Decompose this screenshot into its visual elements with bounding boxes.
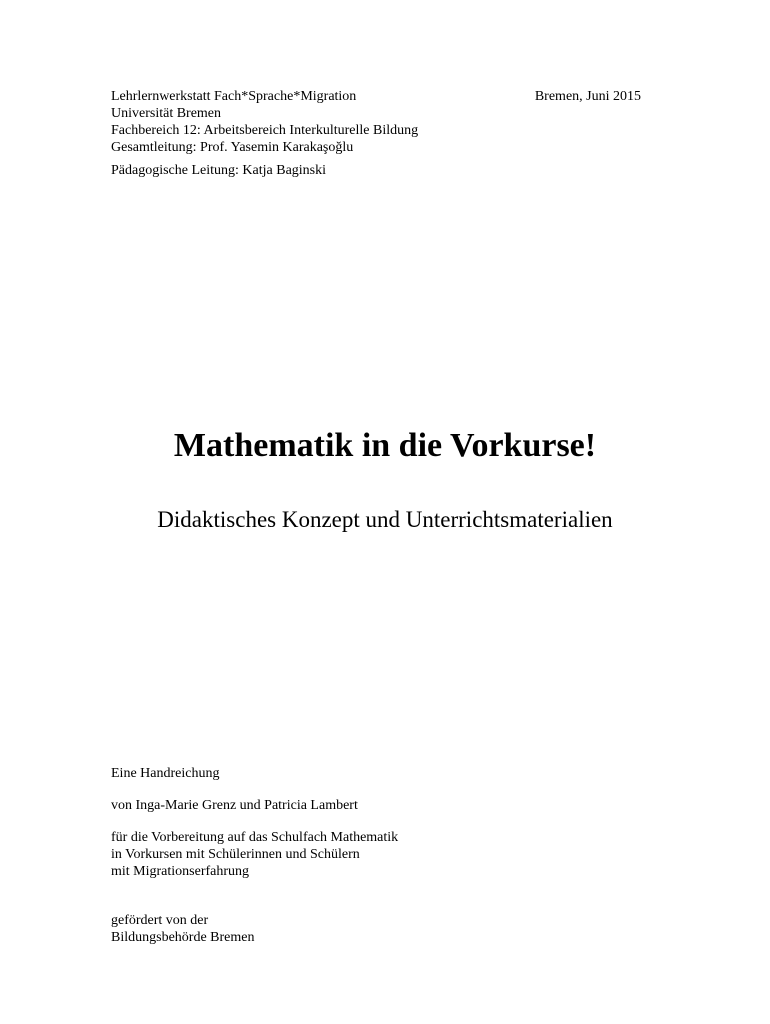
place-date: Bremen, Juni 2015 <box>534 89 641 104</box>
document-title: Mathematik in die Vorkurse! <box>173 427 597 464</box>
publication-info <box>111 765 398 946</box>
institution-block <box>111 88 418 179</box>
authors-line: von Inga-Marie Grenz und Patricia Lambert <box>111 798 358 813</box>
funding-line-1: gefördert von der <box>111 913 209 928</box>
institution-line-workshop: Lehrlernwerkstatt Fach*Sprache*Migration <box>111 89 357 104</box>
purpose-line-2: in Vorkursen mit Schülerinnen und Schülern <box>111 847 360 862</box>
institution-line-university: Universität Bremen <box>111 106 222 121</box>
institution-line-department: Fachbereich 12: Arbeitsbereich Interkulturelle Bildung <box>111 123 419 138</box>
purpose-line-1: für die Vorbereitung auf das Schulfach Mathematik <box>111 830 399 845</box>
purpose-line-3: mit Migrationserfahrung <box>111 864 250 879</box>
funding-line-2: Bildungsbehörde Bremen <box>111 930 255 945</box>
handreichung-label: Eine Handreichung <box>111 766 220 781</box>
document-subtitle: Didaktisches Konzept und Unterrichtsmaterialien <box>157 507 613 532</box>
institution-line-pedagogical-lead: Pädagogische Leitung: Katja Baginski <box>111 163 327 178</box>
institution-line-overall-lead: Gesamtleitung: Prof. Yasemin Karakaşoğlu <box>111 140 354 155</box>
